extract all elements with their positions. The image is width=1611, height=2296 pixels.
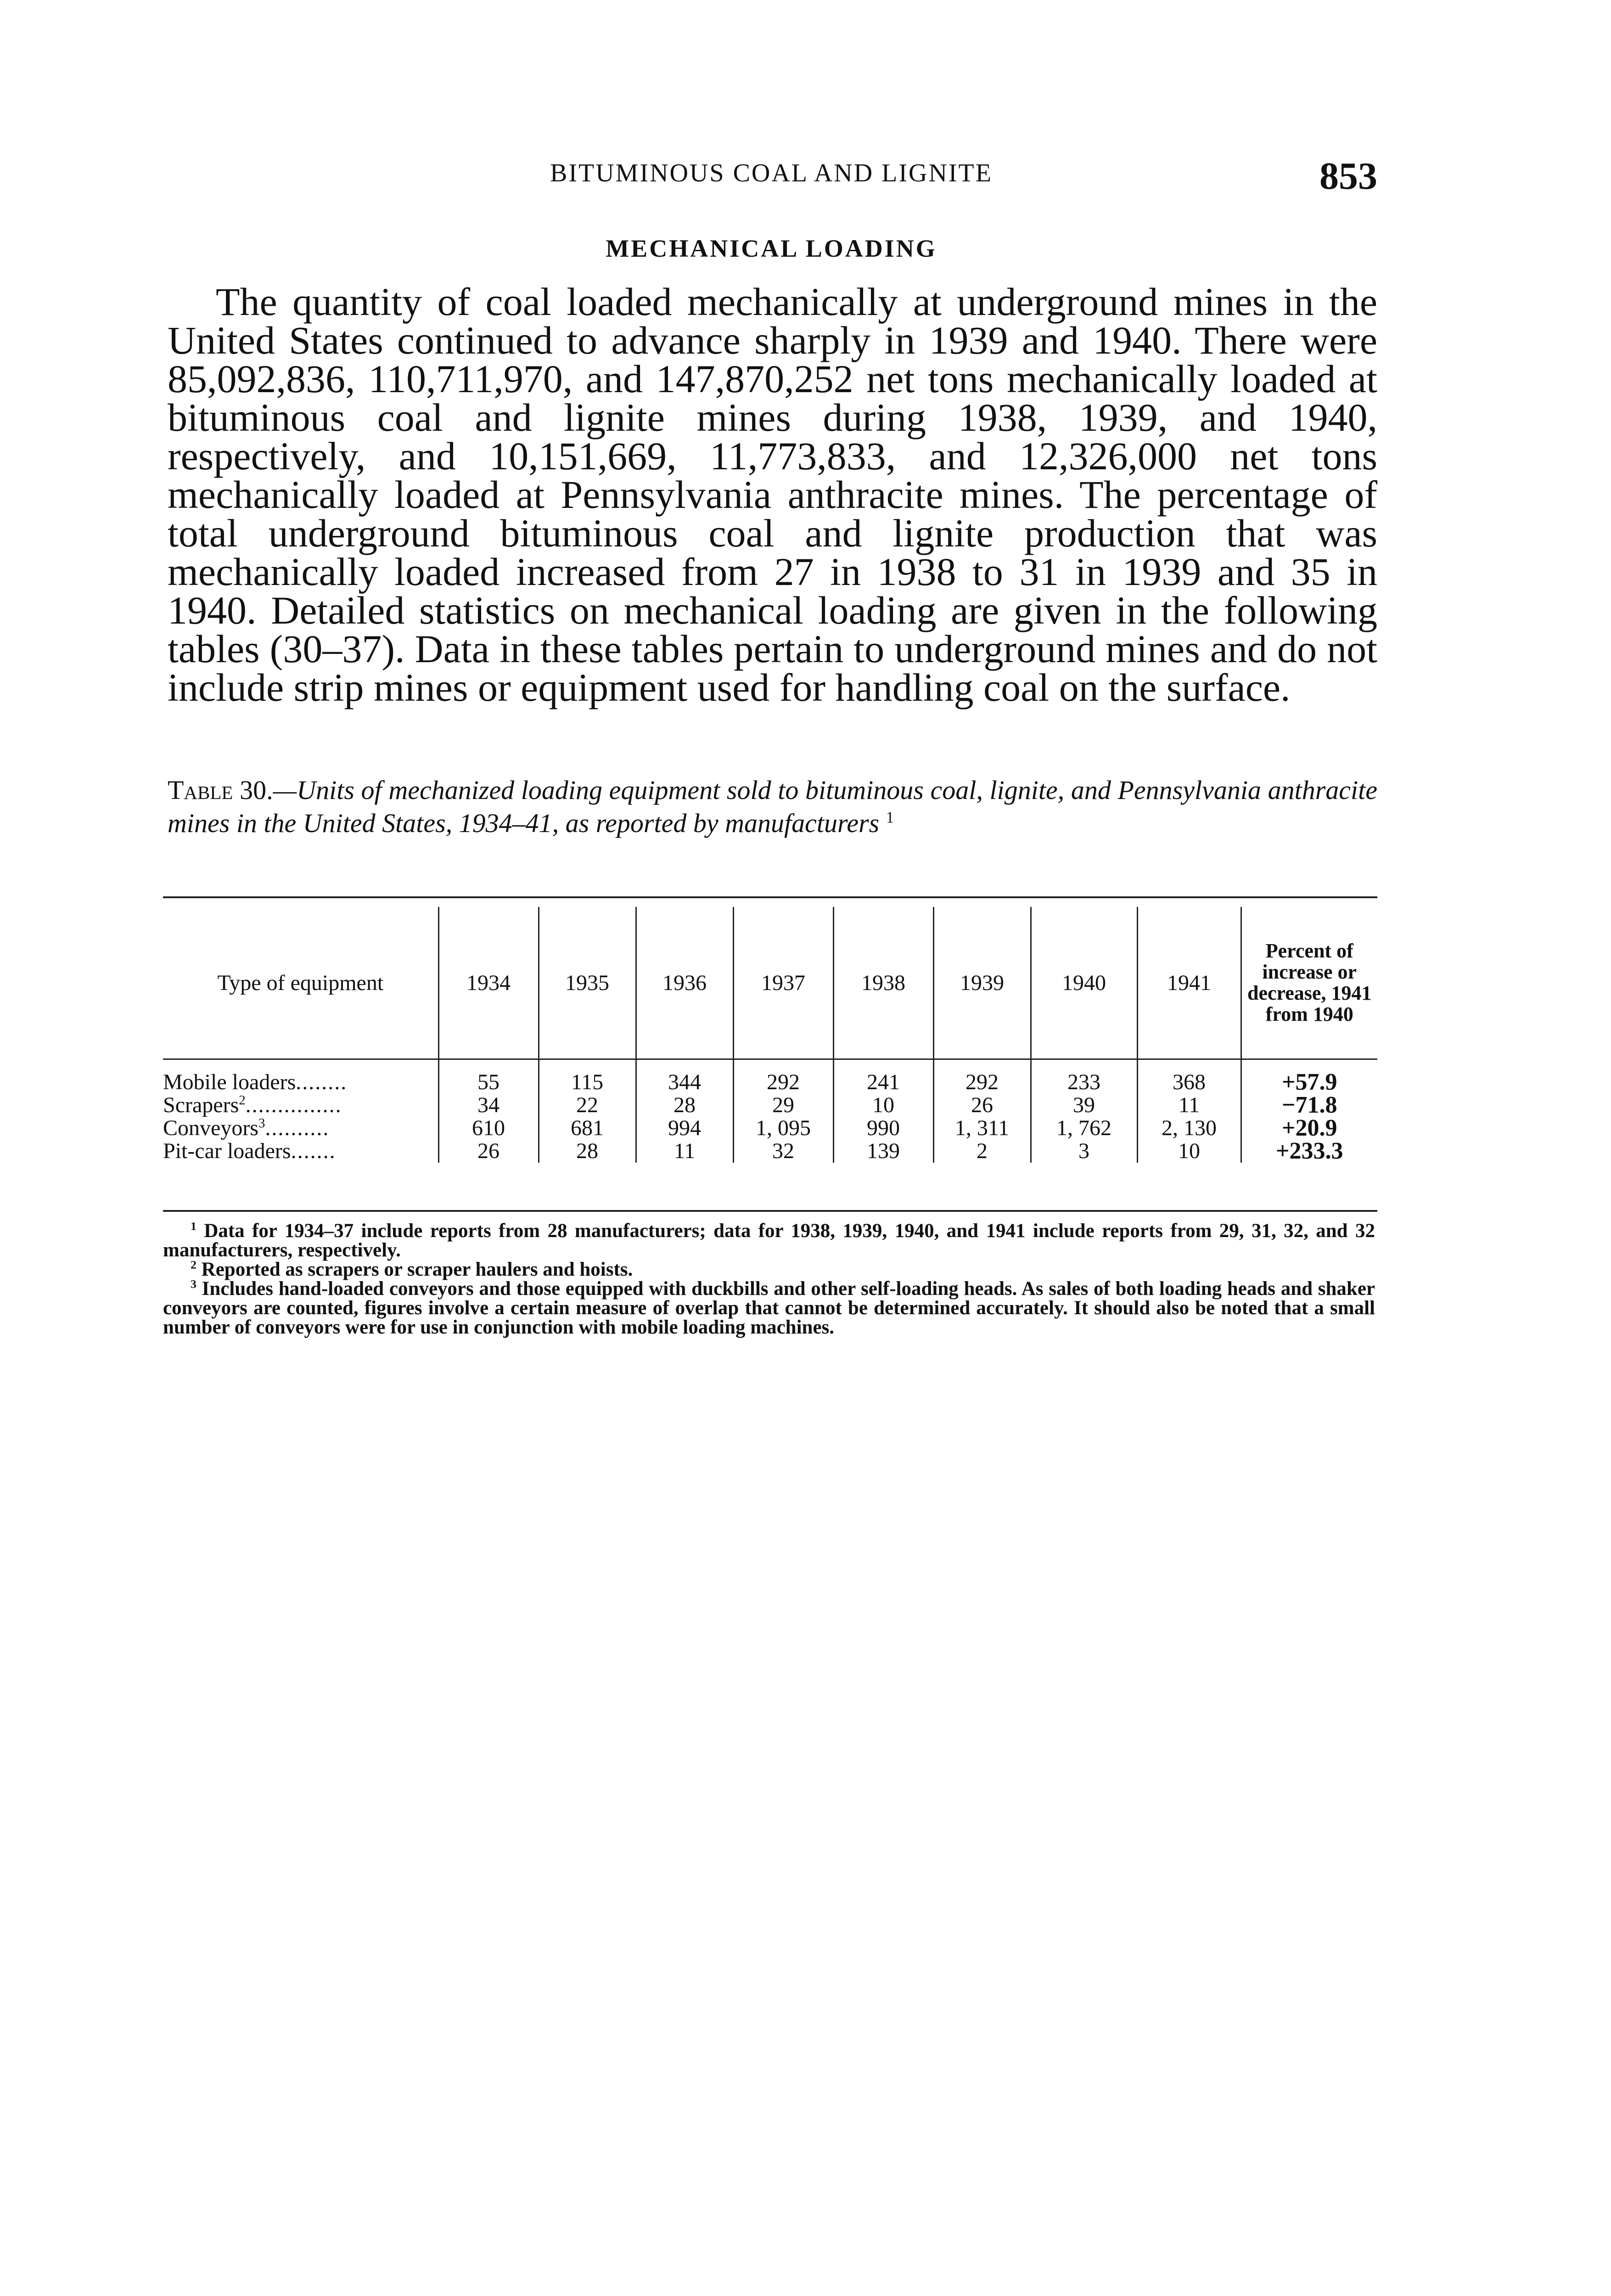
cell-1935: 28	[539, 1140, 636, 1163]
column-header-1935: 1935	[539, 907, 636, 1059]
footnote-text: Includes hand-loaded conveyors and those equipped with duckbills and other self-loading heads. As sales of both loading heads and shaker conveyors are counted, figures involve a certain measure of overlap that cannot be determined accurately. It should also be noted that a small number of conveyors were for use in conjunction with mobile loading machines.	[163, 1278, 1375, 1338]
column-header-1939: 1939	[933, 907, 1031, 1059]
cell-percent-change: +20.9	[1241, 1117, 1377, 1140]
footnotes	[163, 1221, 1375, 1337]
row-label	[163, 1140, 438, 1163]
leader-dots: ........	[296, 1070, 348, 1094]
table-label: Table 30.	[168, 775, 273, 805]
footnote-mark: 2	[191, 1258, 196, 1272]
cell-1936: 344	[636, 1059, 733, 1094]
cell-1934: 34	[438, 1094, 539, 1117]
cell-1940: 233	[1031, 1059, 1137, 1094]
cell-1938: 139	[833, 1140, 933, 1163]
table-bottom-rule	[163, 1210, 1377, 1212]
column-header-1938: 1938	[833, 907, 933, 1059]
row-label	[163, 1117, 438, 1140]
column-header-1940: 1940	[1031, 907, 1137, 1059]
cell-1936: 994	[636, 1117, 733, 1140]
leader-dots: .......	[291, 1140, 336, 1163]
footnote-mark: 1	[191, 1219, 196, 1233]
cell-1936: 11	[636, 1140, 733, 1163]
row-label	[163, 1094, 438, 1117]
cell-1941: 10	[1137, 1140, 1241, 1163]
row-label	[163, 1059, 438, 1094]
cell-1937: 292	[733, 1059, 833, 1094]
row-label-text: Scrapers	[163, 1094, 239, 1117]
cell-1941: 368	[1137, 1059, 1241, 1094]
cell-1939: 26	[933, 1094, 1031, 1117]
footnote-text: Data for 1934–37 include reports from 28 manufacturers; data for 1938, 1939, 1940, and 1941 include reports from 29, 31, 32, and 32 manufacturers, respectively.	[163, 1220, 1375, 1261]
cell-1937: 32	[733, 1140, 833, 1163]
cell-1938: 990	[833, 1117, 933, 1140]
table-caption	[168, 774, 1377, 840]
table-row	[163, 1117, 1377, 1140]
cell-1936: 28	[636, 1094, 733, 1117]
cell-percent-change: −71.8	[1241, 1094, 1377, 1117]
row-footnote-mark: 3	[258, 1117, 265, 1131]
cell-1935: 681	[539, 1117, 636, 1140]
cell-1941: 2, 130	[1137, 1117, 1241, 1140]
cell-1934: 55	[438, 1059, 539, 1094]
cell-percent-change: +57.9	[1241, 1059, 1377, 1094]
table-title-footnote-mark: 1	[886, 808, 894, 827]
table-title: —Units of mechanized loading equipment sold to bituminous coal, lignite, and Pennsylvania anthracite mines in the United States, 1934–41, as reported by manufacturers	[168, 775, 1377, 838]
cell-1940: 3	[1031, 1140, 1137, 1163]
table-header-row	[163, 907, 1377, 1059]
cell-1938: 241	[833, 1059, 933, 1094]
cell-1935: 22	[539, 1094, 636, 1117]
column-header-type: Type of equipment	[163, 907, 438, 1059]
footnote-mark: 3	[191, 1277, 196, 1291]
footnote-text: Reported as scrapers or scraper haulers and hoists.	[201, 1259, 633, 1280]
cell-1934: 26	[438, 1140, 539, 1163]
cell-1940: 39	[1031, 1094, 1137, 1117]
table-top-rule	[163, 896, 1377, 898]
column-header-1936: 1936	[636, 907, 733, 1059]
cell-1939: 2	[933, 1140, 1031, 1163]
equipment-table	[163, 907, 1377, 1163]
footnote	[163, 1260, 1375, 1279]
column-header-1934: 1934	[438, 907, 539, 1059]
page-header	[165, 155, 1377, 209]
row-footnote-mark: 2	[239, 1094, 246, 1108]
body-paragraph: The quantity of coal loaded mechanically at underground mines in the United States continued to advance sharply in 1939 and 1940. There were 85,092,836, 110,711,970, and 147,870,252 net tons mechanically loaded at bituminous coal and lignite mines during 1938, 1939, and 1940, respectively, and 10,151,669, 11,773,833, and 12,326,000 net tons mechanically loaded at Pennsylvania anthracite mines. The percentage of total underground bituminous coal and lignite production that was mechanically loaded increased from 27 in 1938 to 31 in 1939 and 35 in 1940. Detailed statistics on mechanical loading are given in the following tables (30–37). Data in these tables pertain to underground mines and do not include strip mines or equipment used for handling coal on the surface.	[168, 280, 1377, 709]
column-header-1941: 1941	[1137, 907, 1241, 1059]
footnote	[163, 1279, 1375, 1337]
page-number: 853	[1319, 155, 1377, 197]
table-row	[163, 1059, 1377, 1094]
column-header-1937: 1937	[733, 907, 833, 1059]
footnote	[163, 1221, 1375, 1260]
table-row	[163, 1140, 1377, 1163]
running-title: BITUMINOUS COAL AND LIGNITE	[550, 159, 993, 187]
leader-dots: ..........	[265, 1117, 330, 1140]
cell-1940: 1, 762	[1031, 1117, 1137, 1140]
cell-1937: 29	[733, 1094, 833, 1117]
column-header-percent-change: Percent of increase or decrease, 1941 from 1940	[1241, 907, 1377, 1059]
row-label-text: Conveyors	[163, 1117, 258, 1140]
row-label-text: Mobile loaders	[163, 1070, 296, 1094]
section-heading: MECHANICAL LOADING	[606, 235, 937, 262]
row-label-text: Pit-car loaders	[163, 1140, 291, 1163]
cell-1939: 1, 311	[933, 1117, 1031, 1140]
cell-1941: 11	[1137, 1094, 1241, 1117]
cell-1935: 115	[539, 1059, 636, 1094]
cell-1934: 610	[438, 1117, 539, 1140]
cell-percent-change: +233.3	[1241, 1140, 1377, 1163]
table-row	[163, 1094, 1377, 1117]
cell-1939: 292	[933, 1059, 1031, 1094]
cell-1937: 1, 095	[733, 1117, 833, 1140]
cell-1938: 10	[833, 1094, 933, 1117]
leader-dots: ...............	[245, 1094, 342, 1117]
